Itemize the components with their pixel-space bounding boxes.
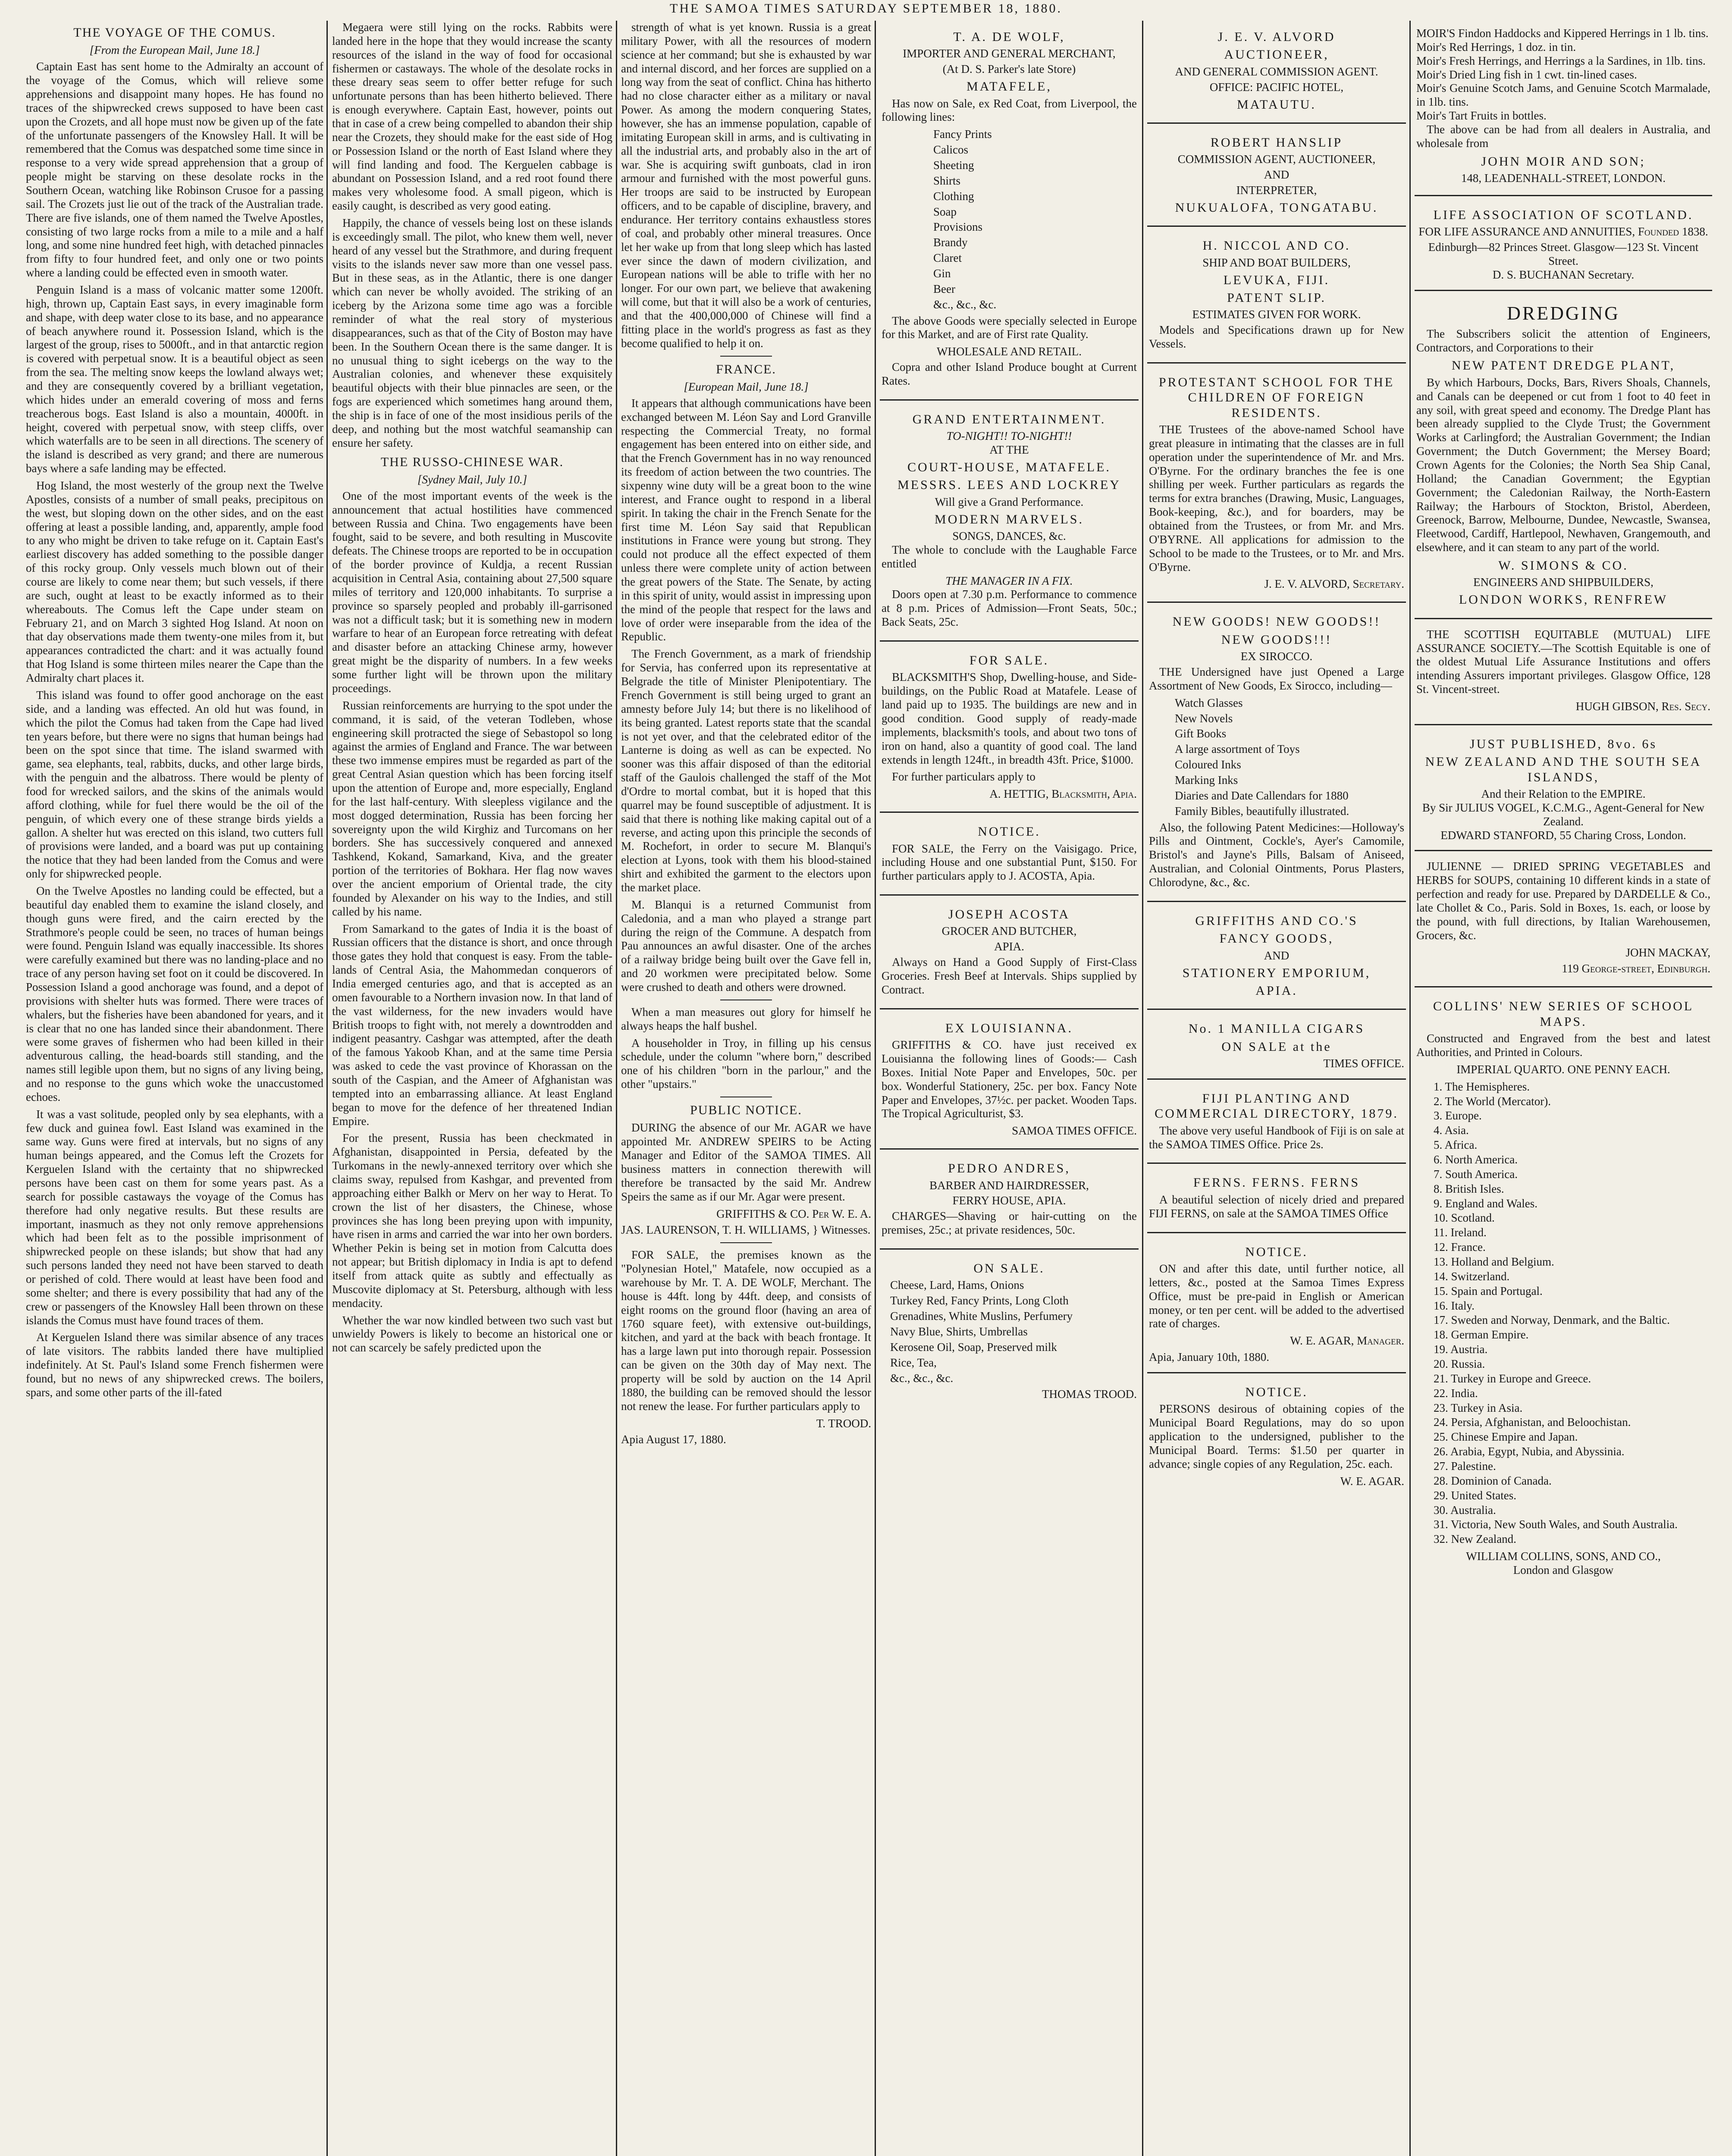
paragraph: It was a vast solitude, peopled only by sea elephants, with a few duck and guinea fowl. East Island was examined in the same way. Guns were fired at intervals, but no signs of any human beings appeared, and the Comus left the Crozets for Kerguelen Island with the certainty that no shipwrecked persons have been cast on them for some years past. As a search for possible castaways the voyage of the Comus has therefore had only negative results. But these results are important, inasmuch as they not only remove apprehensions which had been felt as to the possible imprisonment of shipwrecked people on these islands; but show that had any such persons landed they need not have been starved to death or perished of cold. There would at least have been food and some shelter; and there is every possibility that had any of the crew or passengers of the Knowsley Hall been thrown on these islands the Comus must have found traces of them. (26, 1107, 323, 1327)
ad-subtitle: NEW PATENT DREDGE PLANT, (1451, 358, 1676, 373)
ad-place: MATAUTU. (1237, 97, 1316, 112)
ad-date: Apia, January 10th, 1880. (1149, 1351, 1269, 1364)
ad-title: H. NICCOL AND CO. (1202, 238, 1351, 253)
ad-note: The above Goods were specially selected in Europe for this Market, and are of First rate Quality. (882, 314, 1137, 341)
ad-title: T. A. DE WOLF, (953, 30, 1065, 44)
ad-body: JULIENNE — DRIED SPRING VEGETABLES and HERBS for SOUPS, containing 10 different kinds in a state of perfection and ready for use. Prepared by DARDELLE & Co., late Chollet & Co., Paris. Sold in Boxes, 1s. each, or loose by the pound, with full directions, by Italian Warehousemen, Grocers, &c. (1416, 860, 1710, 942)
ad-subtitle: COMMISSION AGENT, AUCTIONEER, (1177, 153, 1376, 166)
list-item: Diaries and Date Callendars for 1880 (1175, 789, 1349, 802)
list-item: Beer (933, 282, 955, 295)
ad-line: ON SALE at the (1221, 1039, 1332, 1054)
ad-note: CHARGES—Shaving or hair-cutting on the premises, 25c.; at private residences, 50c. (882, 1210, 1137, 1237)
list-item: 3. Europe. (1434, 1109, 1482, 1122)
list-item: MOIR'S Findon Haddocks and Kippered Herrings in 1 lb. tins. (1416, 27, 1709, 40)
list-item: Claret (933, 251, 962, 265)
ad-body: The above very useful Handbook of Fiji is on sale at the SAMOA TIMES Office. Price 2s. (1149, 1124, 1404, 1151)
list-item: Moir's Red Herrings, 1 doz. in tin. (1416, 40, 1576, 53)
column-divider (875, 21, 876, 2156)
ad-note: Models and Specifications drawn up for New Vessels. (1149, 323, 1404, 350)
ad-line: TIMES OFFICE. (1323, 1057, 1404, 1070)
article-source: [Sydney Mail, July 10.] (417, 473, 527, 486)
ad-line: OFFICE: PACIFIC HOTEL, (1209, 80, 1344, 94)
ad-note: The above can be had from all dealers in Australia, and wholesale from (1416, 123, 1710, 150)
article-title-comus: THE VOYAGE OF THE COMUS. (73, 25, 276, 40)
list-item: Kerosene Oil, Soap, Preserved milk (890, 1340, 1057, 1354)
ad-title: ROBERT HANSLIP (1210, 135, 1343, 150)
ad-body: THE Trustees of the above-named School have great pleasure in intimating that the classes are in full operation under the superintendence of Mr. and Mrs. O'Byrne. For the ordinary branches the fee is one shilling per week. Further particulars as regards the terms for extra branches (Drawing, Music, Languages, Book-keeping, &c.), and for boarders, may be obtained from the Trustees, or from Mr. and Mrs. O'BYRNE. All applications for admission to the School to be made to the Trustees, or to Mr. and Mrs. O'Byrne. (1149, 423, 1404, 573)
ad-ex-louisianna (880, 1012, 1139, 1150)
list-item: Shirts (933, 174, 961, 187)
ad-body: ON and after this date, until further notice, all letters, &c., posted at the Samoa Times Express Office, must be pre-paid in English or American money, or ten per cent. will be added to the advertised rate of charges. (1149, 1262, 1404, 1330)
ad-entertainment (880, 403, 1139, 642)
ad-subtitle: BARBER AND HAIRDRESSER, (929, 1178, 1089, 1192)
list-item: 7. South America. (1434, 1167, 1518, 1181)
list-item: Moir's Genuine Scotch Jams, and Genuine Scotch Marmalade, in 1lb. tins. (1416, 81, 1710, 109)
list-item: 14. Switzerland. (1434, 1269, 1510, 1283)
ad-alvord (1147, 21, 1406, 124)
ad-place: APIA. (994, 940, 1024, 953)
ad-title: LIFE ASSOCIATION OF SCOTLAND. (1433, 207, 1694, 222)
column-3 (621, 21, 871, 2156)
ad-regulations-notice (1147, 1376, 1406, 1499)
list-item: Gift Books (1175, 727, 1227, 740)
ad-body: GRIFFITHS & CO. have just received ex Louisianna the following lines of Goods:— Cash Boxes. Initial Note Paper and Envelopes, 50c. per box. Wonderful Stationery, 25c. per box. Fancy Note Paper and Envelopes, 37½c. per packet. Wooden Taps. The Tropical Agriculturist, $3. (882, 1038, 1137, 1120)
list-item: New Novels (1175, 711, 1233, 725)
list-item: 10. Scotland. (1434, 1211, 1495, 1225)
ad-just-published (1415, 728, 1712, 852)
paragraph: Hog Island, the most westerly of the group next the Twelve Apostles, consists of a number of small peaks, precipitous on the west, but sloping down on the other sides, and on the east offering at least a possible landing, and, apparently, ample food to any who might be driven to take refuge on it. Captain East's earliest discovery has added something to the possible danger of this rocky group. Only vessels much blown out of their course are likely to come near them; but such vessels, if there are such, ought at least to be exactly informed as to their whereabouts. The Comus left the Cape under steam on February 21, and on March 3 sighted Hog Island. At noon on that day observations made them twenty-one miles from it, but appearances contradicted the chart: and it was actually found that Hog Island is some thirteen miles nearer the Cape than the Admiralty chart places it. (26, 479, 323, 685)
paragraph: Whether the war now kindled between two such vast but unwieldy Powers is likely to become an historical one or not can scarcely be safely predicted upon the (332, 1313, 612, 1354)
ad-signature: WILLIAM COLLINS, SONS, AND CO., (1466, 1550, 1661, 1563)
ad-subtitle: ENGINEERS AND SHIPBUILDERS, (1473, 576, 1654, 589)
ad-title: FIJI PLANTING AND COMMERCIAL DIRECTORY, 1879. (1155, 1091, 1399, 1121)
ad-niccol (1147, 229, 1406, 364)
list-item: 16. Italy. (1434, 1299, 1475, 1312)
ad-fiji-directory (1147, 1082, 1406, 1164)
ad-note: For further particulars apply to (892, 770, 1035, 783)
list-item: Grenadines, White Muslins, Perfumery (890, 1310, 1073, 1323)
ad-life-association (1415, 199, 1712, 291)
ad-intro: The Subscribers solicit the attention of Engineers, Contractors, and Corporations to their (1416, 327, 1710, 354)
list-item: A large assortment of Toys (1175, 743, 1300, 756)
goods-list (1149, 696, 1404, 818)
paragraph: Russian reinforcements are hurrying to the spot under the command, it is said, of the veteran Todleben, whose engineering skill protracted the siege of Sebastopol so long against the armies of England and France. The war between these two immense empires must be regarded as part of the great Central Asian question which has been forcing itself upon the attention of Europe and, more especially, England for the last half-century. With sleepless vigilance and the most dogged determination, Russia has been forcing her sovereignty upon the wild Kirghiz and Turcomans on her borders. She has successively conquered and annexed Tashkend, Kokand, Samarkand, Kiva, and the greater portion of the territories of Bokhara. Her flag now waves over the ancient emporium of Oriental trade, the city founded by Alexander on his way to the Indies, and still called by his name. (332, 699, 612, 918)
list-item: Watch Glasses (1175, 696, 1243, 709)
ad-new-goods (1147, 605, 1406, 902)
ad-signature: HUGH GIBSON, Res. Secy. (1575, 699, 1710, 713)
ad-collins-maps (1415, 990, 1712, 1585)
ad-title: GRAND ENTERTAINMENT. (912, 412, 1106, 426)
list-item: Moir's Dried Ling fish in 1 cwt. tin-lined cases. (1416, 68, 1637, 81)
list-item: Turkey Red, Fancy Prints, Long Cloth (890, 1294, 1069, 1307)
ad-title: NOTICE. (1245, 1385, 1308, 1399)
column-divider (616, 21, 617, 2156)
ad-intro: Has now on Sale, ex Red Coat, from Liverpool, the following lines: (882, 97, 1137, 124)
list-item: 28. Dominion of Canada. (1434, 1474, 1552, 1487)
ad-line: MESSRS. LEES AND LOCKREY (897, 478, 1121, 492)
list-item: 17. Sweden and Norway, Denmark, and the Baltic. (1434, 1313, 1670, 1327)
public-notice-title: PUBLIC NOTICE. (690, 1103, 802, 1117)
ad-title: COLLINS' NEW SERIES OF SCHOOL MAPS. (1433, 999, 1694, 1029)
column-6 (1415, 21, 1712, 2156)
article-source: [European Mail, June 18.] (684, 380, 809, 394)
list-item: &c., &c., &c. (933, 298, 997, 311)
paragraph: From Samarkand to the gates of India it is the boast of Russian officers that the distance is short, and once through those gates they hold that conquest is easy. From the table-lands of Central Asia, the Mahommedan conquerors of India emerged centuries ago, and that is accepted as an omen favourable to a Northern invasion now. In that land of the vast wilderness, for the new invaders would have British troops to fight with, not merely a downtrodden and indigent peasantry. Cashgar was attempted, after the death of the famous Yakoob Khan, and at the same time Persia was asked to cede the vast province of Khorassan on the south of the Caspian, and the Ameer of Afghanistan was tempted into an embarrassing alliance. At least England began to move for the defence of her threatened Indian Empire. (332, 922, 612, 1128)
ad-body: A beautiful selection of nicely dried and prepared FIJI FERNS, on sale at the SAMOA TIMES Office (1149, 1193, 1404, 1220)
list-item: 25. Chinese Empire and Japan. (1434, 1430, 1578, 1444)
list-item: 27. Palestine. (1434, 1459, 1496, 1473)
ad-subtitle: STATIONERY EMPORIUM, (1182, 965, 1371, 980)
paragraph: One of the most important events of the week is the announcement that actual hostilities have commenced between Russia and China. Two engagements have been fought, said to be severe, and both resulting in Muscovite defeats. The Chinese troops are reported to be in occupation of the border province of Kuldja, a recent Russian acquisition in Central Asia, containing about 27,500 square miles of territory and 120,000 inhabitants. To surprise a province so sparsely peopled and probably ill-garrisoned was not a difficult task; but it is something new in modern warfare to hear of an European force retreating with defeat and disaster before an attacking Chinese army, however great might be the disparity of numbers. In a few weeks some further light will be thrown upon the military proceedings. (332, 489, 612, 695)
ad-moir (1415, 21, 1712, 196)
list-item: Brandy (933, 236, 968, 249)
ad-griffiths (1147, 905, 1406, 1010)
paragraph: M. Blanqui is a returned Communist from Caledonia, and a man who played a strange part during the reign of the Commune. A despatch from Pau announces an awful disaster. One of the arches of a railway bridge being built over the Gave fell in, and 20 workmen were precipitated below. Some were crushed to death and others were drowned. (621, 898, 871, 993)
ad-subtitle: GROCER AND BUTCHER, (941, 924, 1077, 938)
ad-title: JOHN MOIR AND SON; (1481, 154, 1646, 169)
list-item: 19. Austria. (1434, 1343, 1488, 1356)
ad-title: NEW GOODS!!! (1221, 632, 1332, 647)
ad-acosta (880, 898, 1139, 1009)
list-item: &c., &c., &c. (890, 1371, 954, 1385)
ad-place: COURT-HOUSE, MATAFELE. (907, 460, 1111, 474)
ad-body: FOR SALE, the Ferry on the Vaisigago. Price, including House and one substantial Punt, $150. For further particulars apply to J. ACOSTA, Apia. (882, 842, 1137, 883)
list-item: 21. Turkey in Europe and Greece. (1434, 1372, 1591, 1385)
list-item: Gin (933, 266, 951, 280)
ad-hanslip (1147, 126, 1406, 227)
ad-title: NEW GOODS! NEW GOODS!! (1172, 614, 1381, 629)
ad-line: SONGS, DANCES, &c. (952, 529, 1066, 542)
ad-line: THE MANAGER IN A FIX. (945, 574, 1073, 587)
ad-place: LONDON WORKS, RENFREW (1459, 592, 1668, 607)
ad-barber (880, 1152, 1139, 1250)
list-item: Fancy Prints (933, 128, 992, 141)
ad-postal-notice (1147, 1236, 1406, 1373)
ad-line: By Sir JULIUS VOGEL, K.C.M.G., Agent-General for New Zealand. (1422, 801, 1705, 828)
ad-place: APIA. (1255, 983, 1298, 998)
list-item: 9. England and Wales. (1434, 1197, 1538, 1210)
list-item: 30. Australia. (1434, 1503, 1496, 1517)
ad-place: LEVUKA, FIJI. (1223, 273, 1330, 287)
list-item: Calicos (933, 143, 968, 157)
paragraph: A householder in Troy, in filling up his census schedule, under the column "where born," described one of his children "born in the parlour," and the other "upstairs." (621, 1036, 871, 1091)
column-1 (26, 21, 323, 2156)
ad-line: Will give a Grand Performance. (935, 495, 1084, 508)
ad-subtitle: AND GENERAL COMMISSION AGENT. (1175, 65, 1378, 78)
ad-ferry-notice (880, 815, 1139, 896)
ad-title: ON SALE. (973, 1261, 1045, 1275)
ad-title: GRIFFITHS AND CO.'S (1195, 913, 1358, 928)
ad-title: NOTICE. (1245, 1244, 1308, 1259)
ad-body: PERSONS desirous of obtaining copies of the Municipal Board Regulations, may do so upon application to the undersigned, publisher to the Municipal Board. Terms: $1.50 per quarter in advance; single copies of any Regulation, 25c. each. (1149, 1402, 1404, 1470)
ad-cigars (1147, 1012, 1406, 1080)
ad-title: EX LOUISIANNA. (945, 1021, 1073, 1035)
map-list (1416, 1079, 1710, 1548)
ad-subtitle: WHOLESALE AND RETAIL. (936, 345, 1082, 358)
paragraph: Megaera were still lying on the rocks. Rabbits were landed here in the hope that they would increase the scanty resources of the island in the way of food for occasional fishermen or castaways. The whole of the desolate rocks in these dreary seas seem to offer better refuge for such unfortunate persons than has been hitherto believed. There is enough everywhere. Captain East, however, points out that in case of a crew being compelled to abandon their ship near the Crozets, they should make for the east side of Hog or Possession Island or the north of East Island where they will find landing and food. The Kerguelen cabbage is abundant on Possession Island, and a red root found there makes very wholesome food. A small pigeon, which is easily caught, is described as very good eating. (332, 21, 612, 213)
paragraph: Penguin Island is a mass of volcanic matter some 1200ft. high, thrown up, Captain East says, in every imaginable form and shape, with deep water close to its base, and no appearance of beach anywhere round it. Possession Island, which is the largest of the group, rises to 5000ft., and in that antarctic region is covered with perpetual snow. It is a beautiful object as seen from the sea. The melting snow keeps the lowland always wet; and they are consequently covered by a brilliant vegetation, which hides under an emerald covering of moss and ferns treacherous bogs. East Island is also a mountain, 4000ft. in height, covered with perpetual snow, with steep cliffs, over which waterfalls are to be seen in all directions. The scenery of the island is described as very grand; and there are numerous bays where a safe landing may be effected. (26, 283, 323, 475)
ad-line: AND (1264, 949, 1290, 962)
ad-signature: JOHN MACKAY, (1625, 946, 1710, 959)
goods-list (882, 128, 1137, 311)
paragraph: When a man measures out glory for himself he always heaps the half bushel. (621, 1005, 871, 1032)
list-item: Sheeting (933, 158, 974, 172)
paragraph: This island was found to offer good anchorage on the east side, and a landing was effected. An old hut was found, in which the pilot the Comus had taken from the Cape had lived ten years before, but there were no signs that human beings had been on the spot since that time. The island swarmed with game, sea elephants, teal, rabbits, ducks, and other large birds, with the penguin and the albatross. There would be plenty of food for wrecked sailors, and the skins of the animals would afford clothing, while for fuel there would be the oil of the penguin, of which every one of these strange birds yields a gallon. A shelter hut was erected on this island, two cutters full of provisions were landed, and a board was put up containing the notice that they had been landed from the Comus and were only for shipwrecked people. (26, 688, 323, 881)
ad-title: NOTICE. (978, 824, 1041, 839)
list-item: 18. German Empire. (1434, 1328, 1529, 1341)
ad-note: Doors open at 7.30 p.m. Performance to commence at 8 p.m. Prices of Admission—Front Seats, 50c.; Back Seats, 25c. (882, 588, 1137, 629)
ad-de-wolf (880, 21, 1139, 401)
ad-subtitle: AUCTIONEER, (1224, 47, 1329, 62)
ad-title: FOR SALE. (969, 653, 1049, 667)
list-item: 20. Russia. (1434, 1357, 1485, 1370)
paragraph: The French Government, as a mark of friendship for Servia, has conferred upon its representative at Belgrade the title of Minister Plenipotentiary. The French Government is still being urged to grant an amnesty before July 14; but there is no likelihood of its being granted. Latest reports state that the scandal is not yet over, and that the celebrated editor of the Lanterne is doing as well as can be expected. No sooner was this affair disposed of than the editorial staff of the Gaulois challenged the staff of the Mot d'Ordre to mortal combat, but it is hoped that this quarrel may be found susceptible of adjustment. It is said that there is nothing like making capital out of a reverse, and acting upon this principle the seconds of M. Rochefort, in order to secure M. Blanqui's election at Lyons, took with them his blood-stained shirt and exhibited the garment to the electors upon the market place. (621, 647, 871, 894)
paragraph: strength of what is yet known. Russia is a great military Power, with all the resources of modern science at her command; but she is exhausted by war and internal discord, and her forces are supplied on a long way from the seat of conflict. China has hitherto had no close character either as a military or naval Power. As among the modern conquering States, however, she has an immense population, capable of imitating European skill in arms, and is cultivating in all the industrial arts, and probably also in the art of war. She is acquiring swift gunboats, clad in iron armour and furnished with the most powerful guns. Her troops are said to be instructed by European officers, and to be capable of discipline, bravery, and endurance. Her territory contains exhaustless stores of coal, and probably other mineral treasures. Once let her wake up from that long sleep which has lasted ever since the dawn of modern civilization, and European nations will be able to trifle with her no longer. For our own part, we believe that awakening will come, but that it will also be a work of centuries, and that the 400,000,000 of Chinese will find a fitting place in the world's progress as fast as they become qualified to help it on. (621, 21, 871, 350)
list-item: 26. Arabia, Egypt, Nubia, and Abyssinia. (1434, 1445, 1625, 1458)
list-item: Soap (933, 205, 957, 218)
article-title-france: FRANCE. (716, 362, 776, 376)
ad-on-sale (880, 1252, 1139, 1412)
list-item: 12. France. (1434, 1241, 1486, 1254)
list-item: 13. Holland and Belgium. (1434, 1255, 1554, 1268)
list-item: Family Bibles, beautifully illustrated. (1175, 804, 1349, 818)
masthead: THE SAMOA TIMES SATURDAY SEPTEMBER 18, 1880. (670, 1, 1062, 16)
ad-title: JUST PUBLISHED, 8vo. 6s (1470, 736, 1657, 751)
ad-signature: W. E. AGAR, Manager. (1290, 1334, 1404, 1348)
list-item: 5. Africa. (1434, 1138, 1478, 1152)
ad-line: AT THE (989, 443, 1029, 457)
ad-title: No. 1 MANILLA CIGARS (1188, 1022, 1365, 1036)
paragraph: It appears that although communications have been exchanged between M. Léon Say and Lord Granville respecting the Commercial Treaty, no formal engagement has been entered into on either side, and that the French Government has in no way renounced its freedom of action between the two countries. The sixpenny wine duty will be a great boon to the wine interest, and France ought to respond in a liberal spirit. In taking the chair in the French Senate for the first time M. Léon Say said that Republican institutions in France were young but strong. They could not produce all the effect expected of them unless there were complete unity of action between the great powers of the State. The Senate, by acting in this spirit of unity, would assist in impressing upon the mind of the people that respect for the laws and love of order were inseparable from the idea of the Republic. (621, 396, 871, 643)
ad-signature: W. E. AGAR. (1340, 1474, 1404, 1488)
column-divider (1142, 21, 1143, 2156)
list-item: Moir's Tart Fruits in bottles. (1416, 109, 1547, 122)
hotel-sale-signature: T. TROOD. (816, 1416, 871, 1430)
ad-signature: D. S. BUCHANAN Secretary. (1492, 268, 1635, 281)
list-item: 15. Spain and Portugal. (1434, 1284, 1543, 1297)
ad-signature: W. SIMONS & CO. (1498, 558, 1628, 573)
witnesses: JAS. LAURENSON, T. H. WILLIAMS, } Witnesses. (621, 1223, 871, 1237)
ad-line: Edinburgh—82 Princes Street. Glasgow—123 St. Vincent Street. (1428, 241, 1699, 268)
section-rule (720, 1242, 772, 1243)
column-2 (332, 21, 612, 2156)
ad-title: PEDRO ANDRES, (948, 1161, 1070, 1176)
list-item: Rice, Tea, (890, 1356, 937, 1369)
ad-place: London and Glasgow (1513, 1564, 1614, 1576)
list-item: 11. Ireland. (1434, 1226, 1487, 1239)
ad-dredging (1415, 294, 1712, 619)
paragraph: On the Twelve Apostles no landing could be effected, but a beautiful day enabled them to examine the island closely, and though guns were fired, and the cairn erected by the Strathmore's people could be seen, no traces of human beings were found. Penguin Island was equally inaccessible. Its shores were carefully examined but there was no landing-place and no trace of any person having set foot on it could be discovered. In Possession Island a good anchorage was found, and a depot of provisions with shelter huts was formed. There were traces of whalers, but the fisheries have been abandoned for years, and it is clear that no one has landed since their abandonment. There were some graves of fishermen who had been killed in their adventurous calling, the head-boards still standing, and the names still legible upon them, but no signs of any living being, and no response to the guns which woke the unaccustomed echoes. (26, 884, 323, 1103)
ad-subtitle: ESTIMATES GIVEN FOR WORK. (1192, 308, 1361, 321)
ad-subtitle: FOR LIFE ASSURANCE AND ANNUITIES, Founded 1838. (1418, 225, 1708, 238)
list-item: Clothing (933, 189, 974, 203)
ad-body: THE Undersigned have just Opened a Large Assortment of New Goods, Ex Sirocco, including— (1149, 665, 1404, 692)
ad-line: MODERN MARVELS. (935, 512, 1084, 526)
ad-signature: J. E. V. ALVORD, Secretary. (1264, 577, 1404, 591)
ad-title: J. E. V. ALVORD (1217, 30, 1336, 44)
hotel-sale-body: FOR SALE, the premises known as the "Polynesian Hotel," Matafele, now occupied as a warehouse by Mr. T. A. DE WOLF, Merchant. The house is 44ft. long by 44ft. deep, and consists of eight rooms on the ground floor (having an area of 1760 square feet), with extensive out-buildings, kitchen, and yard at the back with beach frontage. It has a large lawn put into thorough repair. Possession can be given on the 30th day of May next. The property will be sold by auction on the 14 April 1880, the building can be removed should the lessor not renew the lease. For further particulars apply to (621, 1248, 871, 1413)
hotel-sale-date: Apia August 17, 1880. (621, 1433, 726, 1446)
ad-subtitle: NEW ZEALAND AND THE SOUTH SEA ISLANDS, (1425, 755, 1702, 784)
list-item: 4. Asia. (1434, 1124, 1469, 1137)
list-item: Provisions (933, 220, 983, 234)
list-item: 6. North America. (1434, 1153, 1518, 1166)
ad-blacksmith-sale (880, 644, 1139, 813)
article-source: [From the European Mail, June 18.] (89, 44, 260, 57)
ad-body: BLACKSMITH'S Shop, Dwelling-house, and Side-buildings, on the Public Road at Matafele. Lease of land paid up to 1935. The buildings are new and in good condition. Good supply of ready-made implements, blacksmith's tools, and about two tons of iron on hand, also a quantity of good coal. The land extends in length 124ft., in breadth 43ft. Price, $1000. (882, 671, 1137, 766)
list-item: 32. New Zealand. (1434, 1532, 1516, 1546)
ad-subtitle: EX SIROCCO. (1240, 650, 1313, 663)
ad-line: And their Relation to the EMPIRE. (1481, 787, 1646, 800)
column-4 (880, 21, 1139, 2156)
list-item: Moir's Fresh Herrings, and Herrings a la Sardines, in 1lb. tins. (1416, 54, 1706, 67)
ad-note: Also, the following Patent Medicines:—Holloway's Pills and Ointment, Cockle's, Ayer's Camomile, Bristol's and Jayne's Pills, Balsam of Aniseed, Australian, and Colonial Ointments, Porus Plasters, Chlorodyne, &c., &c. (1149, 821, 1404, 889)
article-title-russo-chinese: THE RUSSO-CHINESE WAR. (380, 454, 564, 469)
ad-line: (At D. S. Parker's late Store) (942, 63, 1076, 76)
ad-line: 119 George-street, Edinburgh. (1562, 962, 1710, 975)
ad-place: NUKUALOFA, TONGATABU. (1175, 200, 1378, 215)
ad-title: JOSEPH ACOSTA (948, 907, 1070, 922)
ad-place: MATAFELE, (966, 79, 1052, 94)
ad-body: THE SCOTTISH EQUITABLE (MUTUAL) LIFE ASSURANCE SOCIETY.—The Scottish Equitable is one of the oldest Mutual Life Assurance Institutions and offers intending Assurers important privileges. Glasgow Office, 128 St. Vincent-street. (1416, 627, 1710, 696)
ad-subtitle: INTERPRETER, (1236, 184, 1317, 197)
ad-signature: A. HETTIG, Blacksmith, Apia. (989, 787, 1137, 801)
public-notice-body: DURING the absence of our Mr. AGAR we have appointed Mr. ANDREW SPEIRS to be Acting Manager and Editor of the SAMOA TIMES. All business matters in connection therewith will therefore be transacted by the said Mr. Andrew Speirs the same as if our Mr. Agar were present. (621, 1121, 871, 1203)
list-item: 1. The Hemispheres. (1434, 1080, 1530, 1093)
list-item: Coloured Inks (1175, 758, 1241, 771)
list-item: 24. Persia, Afghanistan, and Beloochistan. (1434, 1416, 1631, 1429)
ad-place: FERRY HOUSE, APIA. (952, 1194, 1066, 1207)
section-rule (720, 356, 772, 357)
ad-title: FERNS. FERNS. FERNS (1193, 1175, 1360, 1190)
ad-school (1147, 366, 1406, 603)
ad-julienne (1415, 854, 1712, 987)
paragraph: For the present, Russia has been checkmated in Afghanistan, disappointed in Persia, defeated by the Turkomans in the newly-annexed territory over which she claims sway, repulsed from Kashgar, and prevented from approaching either Balkh or Merv on her way to Herat. To crown the list of her disasters, the Chinese, whose provinces she has long been preying upon with impunity, have risen in arms and carried the war into her own borders. Whether Pekin is being set in motion from Calcutta does not appear; but British diplomacy in India is apt to defend itself from attack quite as subtly and effectually as Muscovite diplomacy at St. Petersburg, although with less mendacity. (332, 1131, 612, 1310)
ad-subtitle: IMPERIAL QUARTO. ONE PENNY EACH. (1456, 1062, 1670, 1076)
column-divider (326, 21, 328, 2156)
ad-title: DREDGING (1507, 302, 1620, 324)
ad-signature: THOMAS TROOD. (1042, 1388, 1137, 1401)
ad-subtitle: FANCY GOODS, (1219, 931, 1334, 946)
ad-ferns (1147, 1166, 1406, 1233)
public-notice-signature: GRIFFITHS & CO. Per W. E. A. (716, 1207, 871, 1220)
column-divider (1409, 21, 1411, 2156)
paragraph: At Kerguelen Island there was similar absence of any traces of late visitors. The rabbits landed there have multiplied indefinitely. At St. Paul's Island some French fishermen were found, but no news of any shipwrecked crews. The boilers, spars, and some other parts of the ill-fated (26, 1331, 323, 1399)
list-item: 23. Turkey in Asia. (1434, 1401, 1523, 1414)
ad-note: Always on Hand a Good Supply of First-Class Groceries. Fresh Beef at Intervals. Ships supplied by Contract. (882, 956, 1137, 996)
ad-note: Copra and other Island Produce bought at Current Rates. (882, 360, 1137, 387)
ad-line: TO-NIGHT!! TO-NIGHT!! (946, 429, 1072, 443)
ad-body: By which Harbours, Docks, Bars, Rivers Shoals, Channels, and Canals can be deepened or cut from 1 foot to 40 feet in any soil, with great speed and economy. The Dredge Plant has been already supplied to the Clyde Trust; the Government Works at Carlingford; the Australian Government; the Indian Government; the Dutch Government; the Mersey Board; Crown Agents for the Colonies; the North Sea Ship Canal, Holland; the Canadian Government; the Egyptian Government; the Caledonian Railway, the North-Eastern Railway; the Harbours of Stockton, Bristol, Aberdeen, Greenock, Barrow, Melbourne, Dundee, Newcastle, Swansea, Fleetwood, Cardiff, Hartlepool, Newhaven, Grangemouth, and elsewhere, and it can steam to any part of the world. (1416, 376, 1710, 554)
ad-signature: SAMOA TIMES OFFICE. (1012, 1124, 1137, 1138)
paragraph: Captain East has sent home to the Admiralty an account of the voyage of the Comus, which will relieve some apprehensions and disappoint many hopes. He has found no traces of the shipwrecked crews supposed to have been cast upon the Crozets, and all hope must now be given up of the fate of the unfortunate passengers of the Knowsley Hall. It will be remembered that the Comus was despatched some time since in response to a very wide spread apprehension that a group of people might be starving on these desolate rocks in the Southern Ocean, watching like Robinson Crusoe for a passing sail. The Crozets just lie out of the track of the Australian trade. There are five islands, one of them named the Twelve Apostles, consisting of two large rocks from a mile to a mile and a half long, and some nine hundred feet high, with detached pinnacles from fifty to four hundred feet, and only one or two points where a landing could be effected even in smooth water. (26, 60, 323, 279)
list-item: 31. Victoria, New South Wales, and South Australia. (1434, 1518, 1678, 1531)
ad-scottish-equitable (1415, 622, 1712, 725)
list-item: Cheese, Lard, Hams, Onions (890, 1279, 1024, 1292)
paragraph: Happily, the chance of vessels being lost on these islands is exceedingly small. The pilot, who knew them well, never heard of any vessel but the Strathmore, and during frequent visits to the islands never saw more than one vessel pass. But in these seas, as in the Atlantic, there is one danger which can never be wholly avoided. The striking of an iceberg by the Arizona some time ago was a forcible reminder of what the real story of mysterious disappearances, such as that of the City of Boston may have been. In the Southern Ocean there is the same danger. It is no unusual thing to sight icebergs on the way to the Australian colonies, and whenever these exquisitely beautiful objects with their blue pinnacles are seen, or the fogs are experienced which sometimes hang around them, the ship is in face of one of the most insidious perils of the deep, and nothing but the most watchful seamanship can ensure her safety. (332, 216, 612, 449)
list-item: 29. United States. (1434, 1489, 1516, 1502)
ad-subtitle: 148, LEADENHALL-STREET, LONDON. (1461, 172, 1666, 185)
ad-title: PROTESTANT SCHOOL FOR THE CHILDREN OF FOREIGN RESIDENTS. (1158, 375, 1395, 420)
list-item: Marking Inks (1175, 774, 1238, 787)
ad-subtitle: IMPORTER AND GENERAL MERCHANT, (903, 47, 1116, 60)
ad-signature: EDWARD STANFORD, 55 Charing Cross, London. (1440, 828, 1686, 842)
list-item: 8. British Isles. (1434, 1182, 1504, 1195)
ad-subtitle: SHIP AND BOAT BUILDERS, (1202, 256, 1351, 269)
list-item: 2. The World (Mercator). (1434, 1094, 1551, 1108)
list-item: Navy Blue, Shirts, Umbrellas (890, 1325, 1028, 1338)
ad-note: The whole to conclude with the Laughable Farce entitled (882, 543, 1137, 570)
goods-list (882, 1279, 1137, 1385)
ad-body: Constructed and Engraved from the best and latest Authorities, and Printed in Colours. (1416, 1032, 1710, 1059)
column-5 (1147, 21, 1406, 2156)
ad-line: PATENT SLIP. (1227, 290, 1326, 305)
ad-line: AND (1264, 168, 1290, 182)
list-item: 22. India. (1434, 1386, 1478, 1400)
